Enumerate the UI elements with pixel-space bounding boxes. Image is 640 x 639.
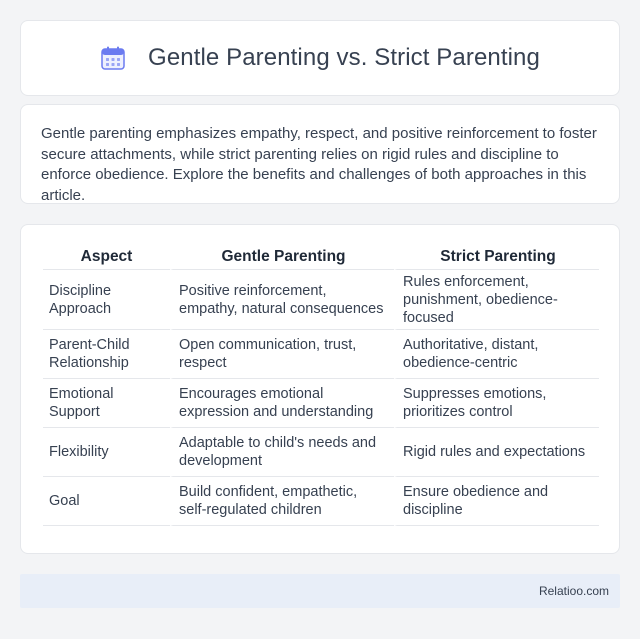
table-row xyxy=(43,330,599,379)
table-row xyxy=(43,379,599,428)
table-row xyxy=(43,428,599,477)
header-strict-parenting: Strict Parenting xyxy=(394,245,599,270)
cell-gentle: Positive reinforcement, empathy, natural consequences xyxy=(170,270,394,330)
comparison-table-card xyxy=(20,224,620,554)
table-row xyxy=(43,477,599,526)
cell-aspect: Discipline Approach xyxy=(43,270,170,330)
cell-gentle: Encourages emotional expression and understanding xyxy=(170,379,394,428)
cell-aspect: Parent-Child Relationship xyxy=(43,330,170,379)
footer-brand: Relatioo.com xyxy=(538,584,609,598)
intro-text: Gentle parenting emphasizes empathy, respect, and positive reinforcement to foster secure attachments, while strict parenting relies on rigid rules and discipline to enforce obedience. Explore the benefits and challenges of both approaches in this article. xyxy=(41,125,597,204)
page-title: Gentle Parenting vs. Strict Parenting xyxy=(148,44,540,71)
cell-aspect: Flexibility xyxy=(43,428,170,477)
table-header-row xyxy=(43,245,599,270)
calendar-icon xyxy=(100,45,126,71)
comparison-table xyxy=(43,245,599,526)
cell-gentle: Open communication, trust, respect xyxy=(170,330,394,379)
cell-gentle: Build confident, empathetic, self-regulated children xyxy=(170,477,394,526)
cell-aspect: Goal xyxy=(43,477,170,526)
cell-aspect: Emotional Support xyxy=(43,379,170,428)
header-gentle-parenting: Gentle Parenting xyxy=(170,245,394,270)
footer xyxy=(20,574,620,608)
table-row xyxy=(43,270,599,330)
cell-strict: Ensure obedience and discipline xyxy=(394,477,599,526)
cell-strict: Suppresses emotions, prioritizes control xyxy=(394,379,599,428)
intro-card xyxy=(20,104,620,204)
cell-strict: Rules enforcement, punishment, obedience-focused xyxy=(394,270,599,330)
cell-gentle: Adaptable to child's needs and development xyxy=(170,428,394,477)
title-card xyxy=(20,20,620,96)
header-aspect: Aspect xyxy=(43,245,170,270)
cell-strict: Authoritative, distant, obedience-centric xyxy=(394,330,599,379)
cell-strict: Rigid rules and expectations xyxy=(394,428,599,477)
